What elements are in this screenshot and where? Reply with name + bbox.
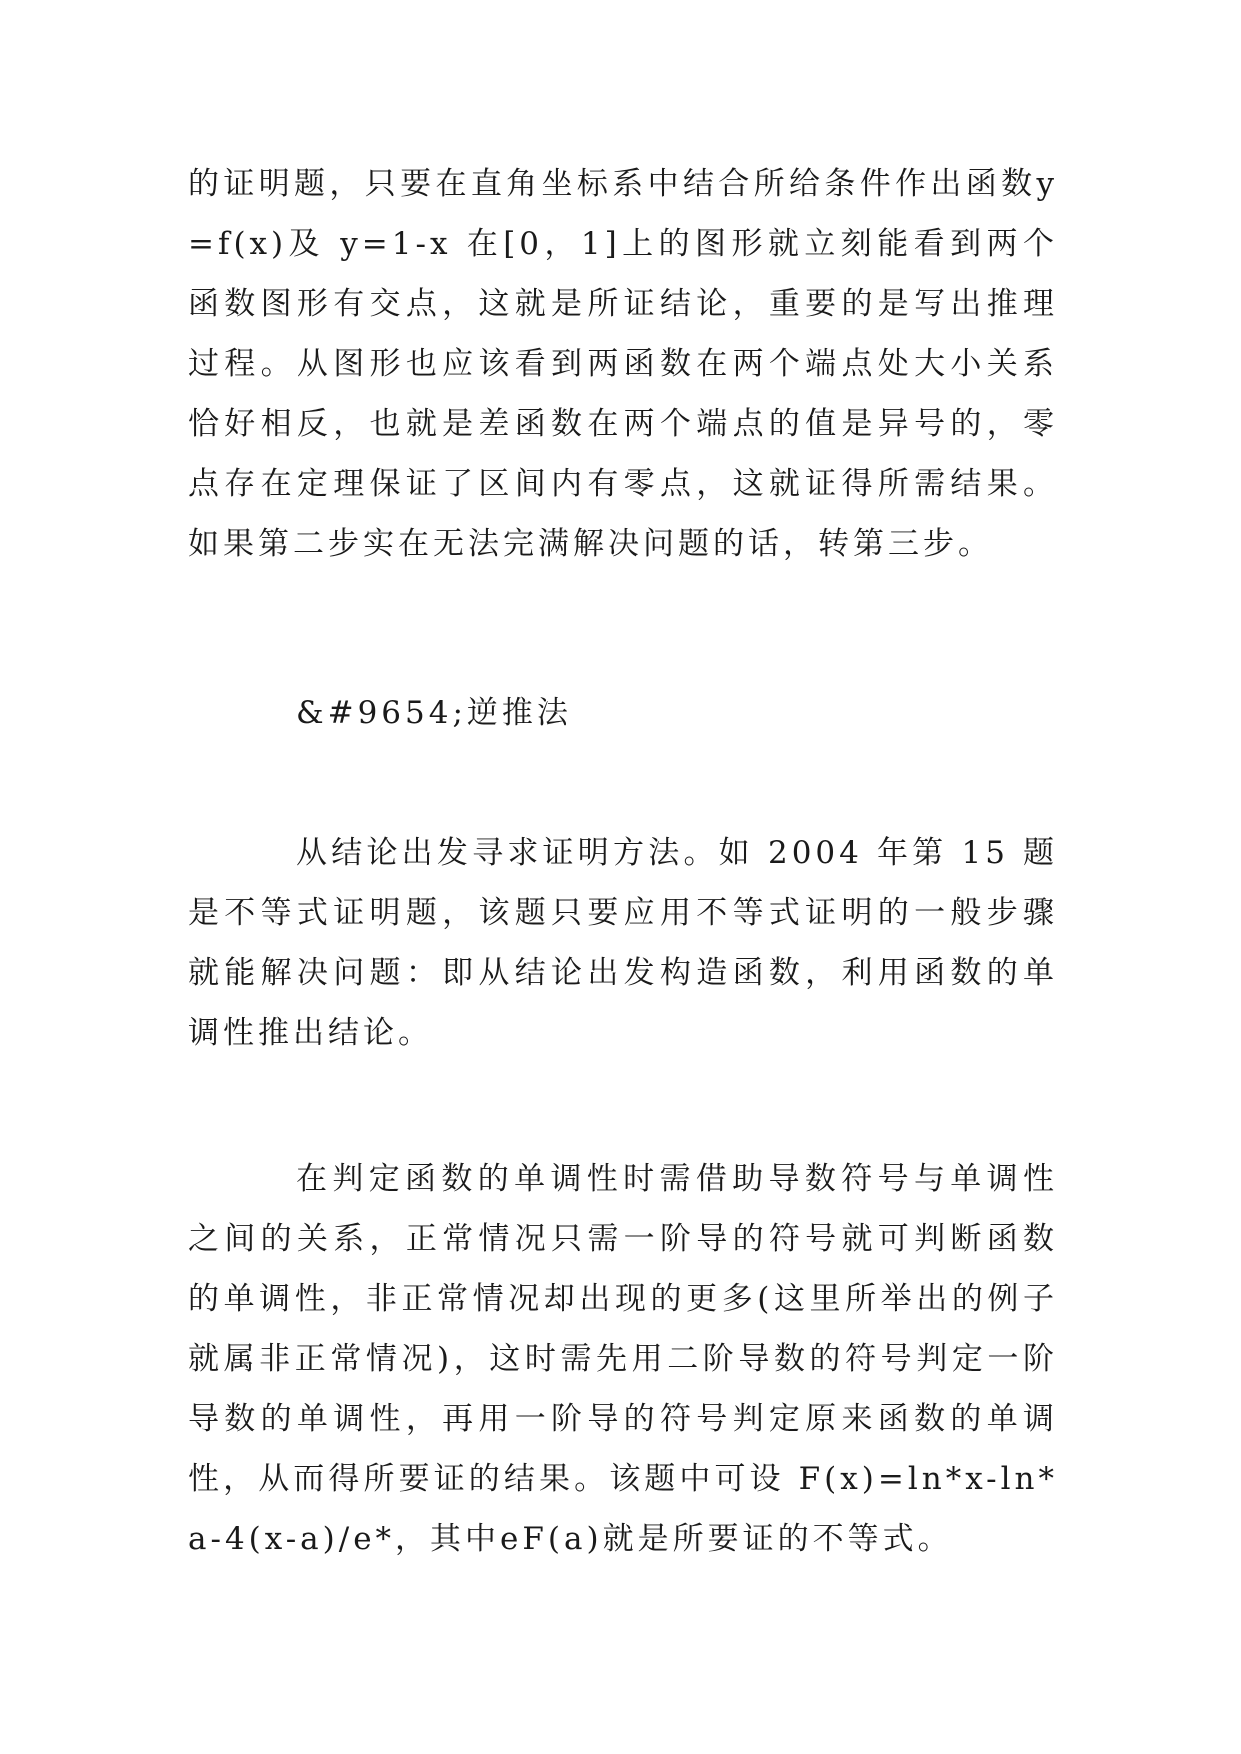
paragraph-reverse-method: 从结论出发寻求证明方法。如 2004 年第 15 题是不等式证明题，该题只要应用不等式证明的一般步骤就能解决问题：即从结论出发构造函数，利用函数的单调性推出结论。	[188, 835, 1058, 1051]
paragraph-monotonicity: 在判定函数的单调性时需借助导数符号与单调性之间的关系，正常情况只需一阶导的符号就可判断函数的单调性，非正常情况却出现的更多(这里所举出的例子就属非正常情况)，这时需先用二阶导数的符号判定一阶导数的单调性，再用一阶导的符号判定原来函数的单调性，从而得所要证的结果。该题中可设 F(x)=ln*x-ln*a-4(x-a)/e*，其中eF(a)就是所要证的不等式。	[188, 1161, 1058, 1557]
section-heading-reverse-method: &#9654;逆推法	[296, 695, 572, 731]
paragraph-graph-method: 的证明题，只要在直角坐标系中结合所给条件作出函数y=f(x)及 y=1-x 在[0，1]上的图形就立刻能看到两个函数图形有交点，这就是所证结论，重要的是写出推理过程。从图形也应该看到两函数在两个端点处大小关系恰好相反，也就是差函数在两个端点的值是异号的，零点存在定理保证了区间内有零点，这就证得所需结果。如果第二步实在无法完满解决问题的话，转第三步。	[188, 166, 1058, 562]
